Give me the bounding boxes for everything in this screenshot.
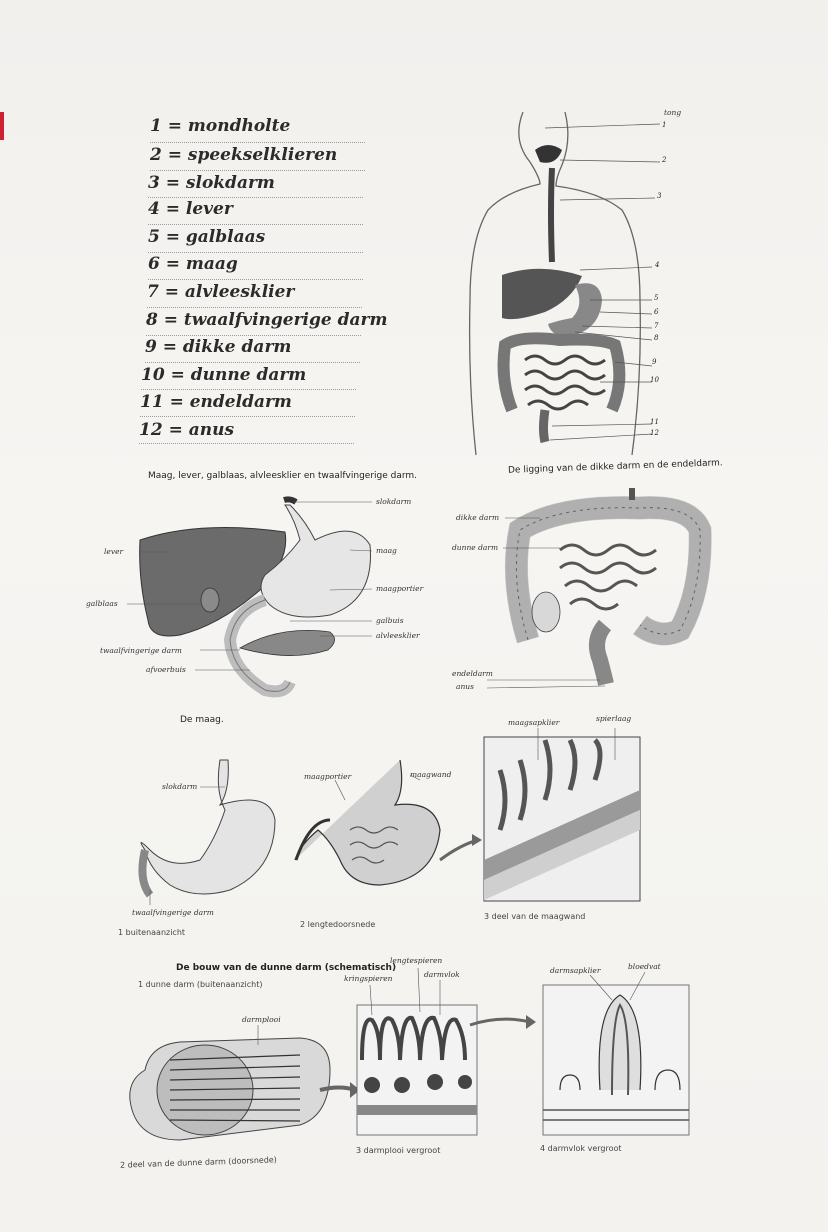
label-twaalfvingerige-darm: twaalfvingerige darm — [100, 646, 182, 655]
subcaption-dunne-darm: 1 dunne darm (buitenaanzicht) — [138, 980, 263, 989]
answer-2: 2 = speekselklieren — [150, 145, 338, 165]
label-maagwand: maagwand — [410, 770, 452, 779]
label-stomach-twaalfvingerige: twaalfvingerige darm — [132, 908, 214, 917]
answer-9: 9 = dikke darm — [145, 337, 292, 357]
answer-7: 7 = alvleesklier — [147, 282, 295, 302]
subcaption-buitenaanzicht: 1 buitenaanzicht — [118, 928, 186, 937]
number-3: 3 — [657, 192, 662, 200]
number-12: 12 — [650, 429, 659, 437]
label-darmvlok: darmvlok — [424, 970, 460, 979]
label-dunne-darm: dunne darm — [452, 543, 499, 552]
label-stomach-slokdarm: slokdarm — [162, 782, 198, 791]
number-1: 1 — [662, 121, 667, 129]
number-7: 7 — [654, 322, 659, 330]
intestine-caption: De ligging van de dikke darm en de endeldarm. — [507, 458, 723, 476]
answer-10: 10 = dunne darm — [141, 365, 307, 385]
label-anus: anus — [456, 682, 474, 691]
number-11: 11 — [650, 418, 659, 426]
number-4: 4 — [655, 261, 660, 269]
answer-8: 8 = twaalfvingerige darm — [146, 310, 388, 330]
subcaption-lengtedoorsnede: 2 lengtedoorsnede — [300, 920, 376, 929]
subcaption-darmplooi-vergroot: 3 darmplooi vergroot — [356, 1146, 441, 1155]
label-lengtespieren: lengtespieren — [390, 956, 443, 965]
number-5: 5 — [654, 294, 659, 302]
answer-11: 11 = endeldarm — [140, 392, 292, 412]
label-kringspieren: kringspieren — [344, 974, 393, 983]
label-maag: maag — [376, 546, 397, 555]
organs-caption: Maag, lever, galblaas, alvleesklier en twaalfvingerige darm. — [148, 471, 418, 481]
label-bloedvat: bloedvat — [628, 962, 661, 971]
subcaption-deel-dunne-darm: 2 deel van de dunne darm (doorsnede) — [119, 1155, 277, 1170]
answer-6: 6 = maag — [148, 254, 238, 274]
number-6: 6 — [654, 308, 659, 316]
label-spierlaag: spierlaag — [596, 714, 632, 723]
number-2: 2 — [662, 156, 667, 164]
label-darmsapklier: darmsapklier — [550, 966, 601, 975]
label-darmplooi: darmplooi — [242, 1015, 281, 1024]
answer-12: 12 = anus — [139, 420, 235, 440]
label-maagportier: maagportier — [376, 584, 424, 593]
label-endeldarm: endeldarm — [452, 669, 493, 678]
label-tong: tong — [664, 108, 682, 117]
number-8: 8 — [654, 334, 659, 342]
label-afvoerbuis: afvoerbuis — [146, 665, 186, 674]
label-galbuis: galbuis — [376, 616, 404, 625]
small-intestine-caption: De bouw van de dunne darm (schematisch) — [176, 963, 397, 973]
label-slokdarm: slokdarm — [376, 497, 412, 506]
label-dikke-darm: dikke darm — [456, 513, 500, 522]
subcaption-darmvlok-vergroot: 4 darmvlok vergroot — [540, 1144, 622, 1153]
answer-5: 5 = galblaas — [148, 227, 266, 247]
subcaption-maagwand: 3 deel van de maagwand — [484, 912, 586, 921]
label-alvleesklier: alvleesklier — [376, 631, 420, 640]
answer-1: 1 = mondholte — [150, 116, 291, 136]
label-stomach-maagportier: maagportier — [304, 772, 352, 781]
number-9: 9 — [652, 358, 657, 366]
stomach-caption: De maag. — [180, 715, 224, 725]
label-galblaas: galblaas — [86, 599, 118, 608]
answer-4: 4 = lever — [148, 199, 233, 219]
answer-3: 3 = slokdarm — [148, 173, 275, 193]
label-lever: lever — [104, 547, 124, 556]
number-10: 10 — [650, 376, 659, 384]
label-maagsapklier: maagsapklier — [508, 718, 560, 727]
